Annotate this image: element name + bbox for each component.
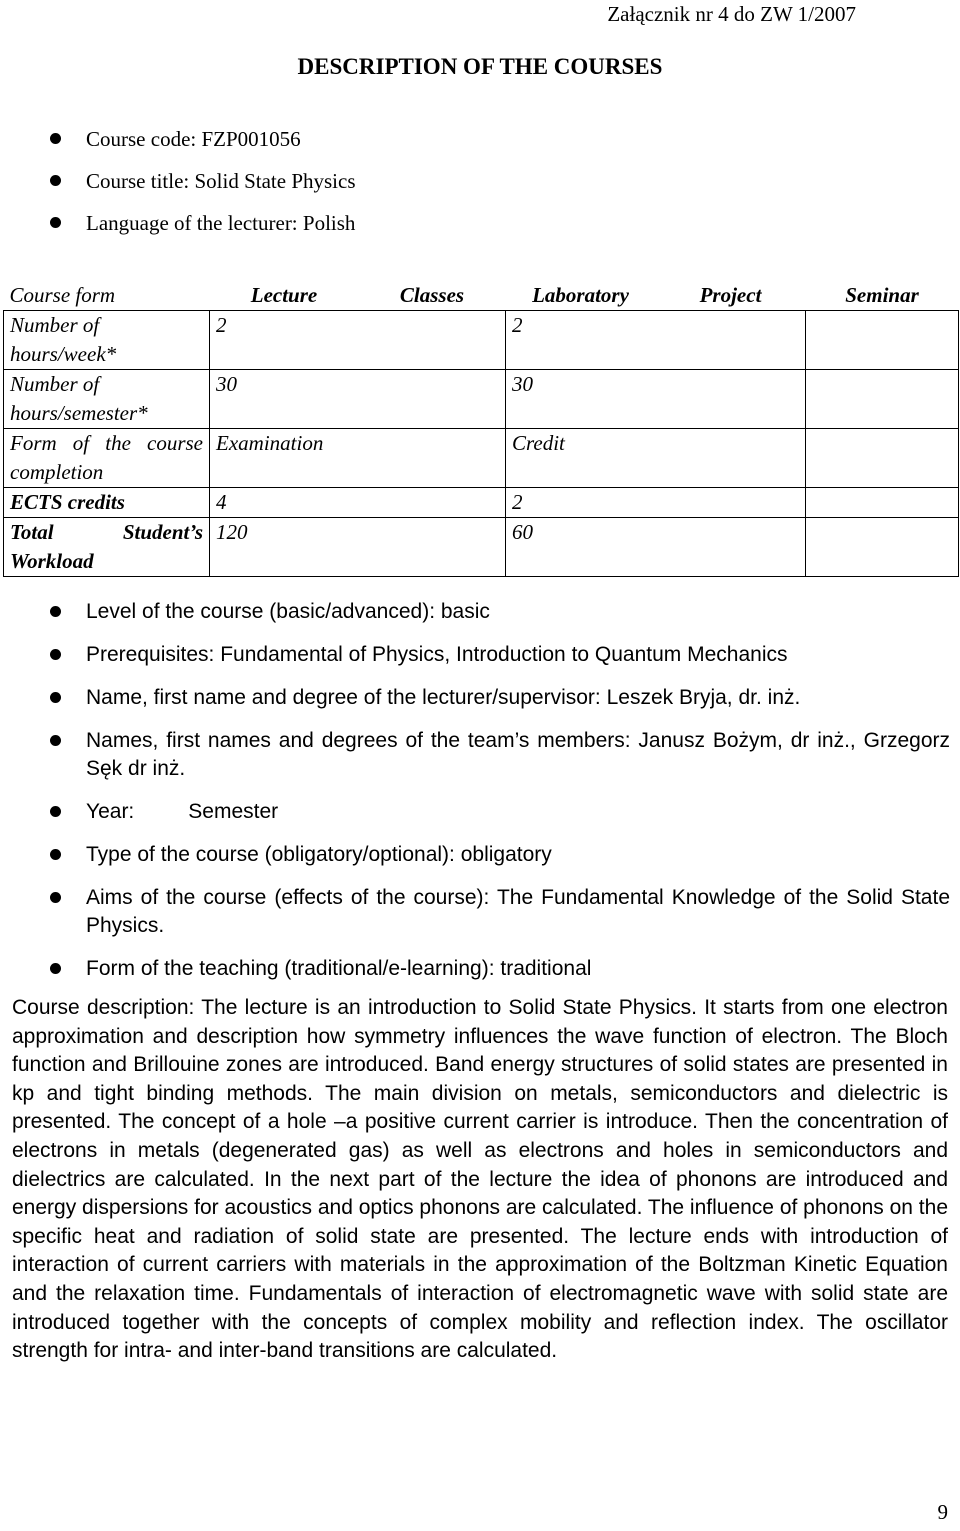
bullet-icon [50, 217, 61, 228]
page-number: 9 [937, 1500, 948, 1524]
header-course-form: Course form [9, 283, 116, 307]
page-title: DESCRIPTION OF THE COURSES [297, 54, 663, 79]
row-label: ECTS credits [4, 488, 210, 518]
bullet-icon [50, 133, 61, 144]
list-item [0, 641, 960, 669]
lecturer: Name, first name and degree of the lecturer/supervisor: Leszek Bryja, dr. inż. [86, 686, 801, 709]
row-label: Form of the course completion [4, 429, 210, 488]
course-description: Course description: The lecture is an introduction to Solid State Physics. It starts from one electron approximation and description how symmetry influences the wave function of electron. The Bloch function and Brillouine zones are introduced. Band energy structures of solid states are presented in kp and tight binding methods. The main division on metals, semiconductors and dielectric is presented. The concept of a hole –a positive current carrier is introduce. Then the concentration of electrons in metals (degenerated gas) as well as electrons and holes in semiconductors and dielectrics are calculated. In the next part of the lecture the idea of phonons are introduced and energy dispersions for acoustics and optics phonons are calculated. The influence of phonons on the specific heat and radiation of solid state are presented. The lecture ends with introduction of interaction of current carriers with materials in the approximation of the Boltzman Kinetic Equation and the relaxation time. Fundamentals of interaction of electromagnetic wave with solid state are introduced together with the concepts of complex mobility and reflection index. The oscillator strength for intra- and inter-band transitions are calculated. [12, 996, 948, 1363]
bullet-icon [50, 735, 61, 746]
header-lecture: Lecture [250, 283, 318, 307]
table-row [4, 370, 959, 429]
teaching-form: Form of the teaching (traditional/e-learning): traditional [86, 957, 592, 980]
list-item [0, 884, 960, 940]
seminar-cell [806, 429, 959, 488]
table-row [4, 518, 959, 577]
laboratory-cell: 2 [506, 488, 806, 518]
course-form-table [3, 281, 959, 577]
course-title: Course title: Solid State Physics [86, 169, 356, 193]
laboratory-cell: 60 [506, 518, 806, 577]
bullet-icon [50, 649, 61, 660]
lecture-cell: 120 [210, 518, 506, 577]
year-label: Year: [86, 800, 135, 823]
annex-reference: Załącznik nr 4 do ZW 1/2007 [607, 2, 856, 26]
list-item [0, 684, 960, 712]
list-item [0, 841, 960, 869]
header-seminar: Seminar [845, 283, 919, 307]
laboratory-cell: 30 [506, 370, 806, 429]
header-classes: Classes [399, 283, 465, 307]
seminar-cell [806, 370, 959, 429]
table-row [4, 488, 959, 518]
bullet-icon [50, 963, 61, 974]
lecture-cell: Examination [210, 429, 506, 488]
table-row [4, 429, 959, 488]
list-item [0, 955, 960, 983]
row-label: Total Student’s Workload [4, 518, 210, 577]
bullet-icon [50, 175, 61, 186]
course-language: Language of the lecturer: Polish [86, 211, 356, 235]
row-label: Number of hours/semester* [4, 370, 210, 429]
row-label: Number of hours/week* [4, 311, 210, 370]
list-item [0, 598, 960, 626]
table-row [4, 311, 959, 370]
header-project: Project [699, 283, 762, 307]
list-item [0, 798, 960, 826]
laboratory-cell: 2 [506, 311, 806, 370]
semester-label: Semester [188, 800, 279, 823]
lecture-cell: 2 [210, 311, 506, 370]
list-item [0, 727, 960, 783]
course-type: Type of the course (obligatory/optional): obligatory [86, 843, 552, 866]
seminar-cell [806, 518, 959, 577]
bullet-icon [50, 849, 61, 860]
course-info-list [0, 125, 960, 251]
table-header-row [4, 281, 959, 311]
bullet-icon [50, 606, 61, 617]
laboratory-cell: Credit [506, 429, 806, 488]
bullet-icon [50, 692, 61, 703]
course-code: Course code: FZP001056 [86, 127, 301, 151]
bullet-icon [50, 892, 61, 903]
list-item [0, 167, 960, 195]
lecture-cell: 4 [210, 488, 506, 518]
seminar-cell [806, 488, 959, 518]
lecture-cell: 30 [210, 370, 506, 429]
list-item [0, 209, 960, 237]
bullet-icon [50, 806, 61, 817]
team-members: Names, first names and degrees of the team’s members: Janusz Bożym, dr inż., Grzegorz Sęk dr inż. [86, 729, 950, 780]
course-details-list [0, 598, 960, 998]
course-level: Level of the course (basic/advanced): basic [86, 600, 490, 623]
course-aims: Aims of the course (effects of the course): The Fundamental Knowledge of the Solid State Physics. [86, 886, 950, 937]
list-item [0, 125, 960, 153]
header-laboratory: Laboratory [532, 283, 629, 307]
seminar-cell [806, 311, 959, 370]
prerequisites: Prerequisites: Fundamental of Physics, Introduction to Quantum Mechanics [86, 643, 788, 666]
